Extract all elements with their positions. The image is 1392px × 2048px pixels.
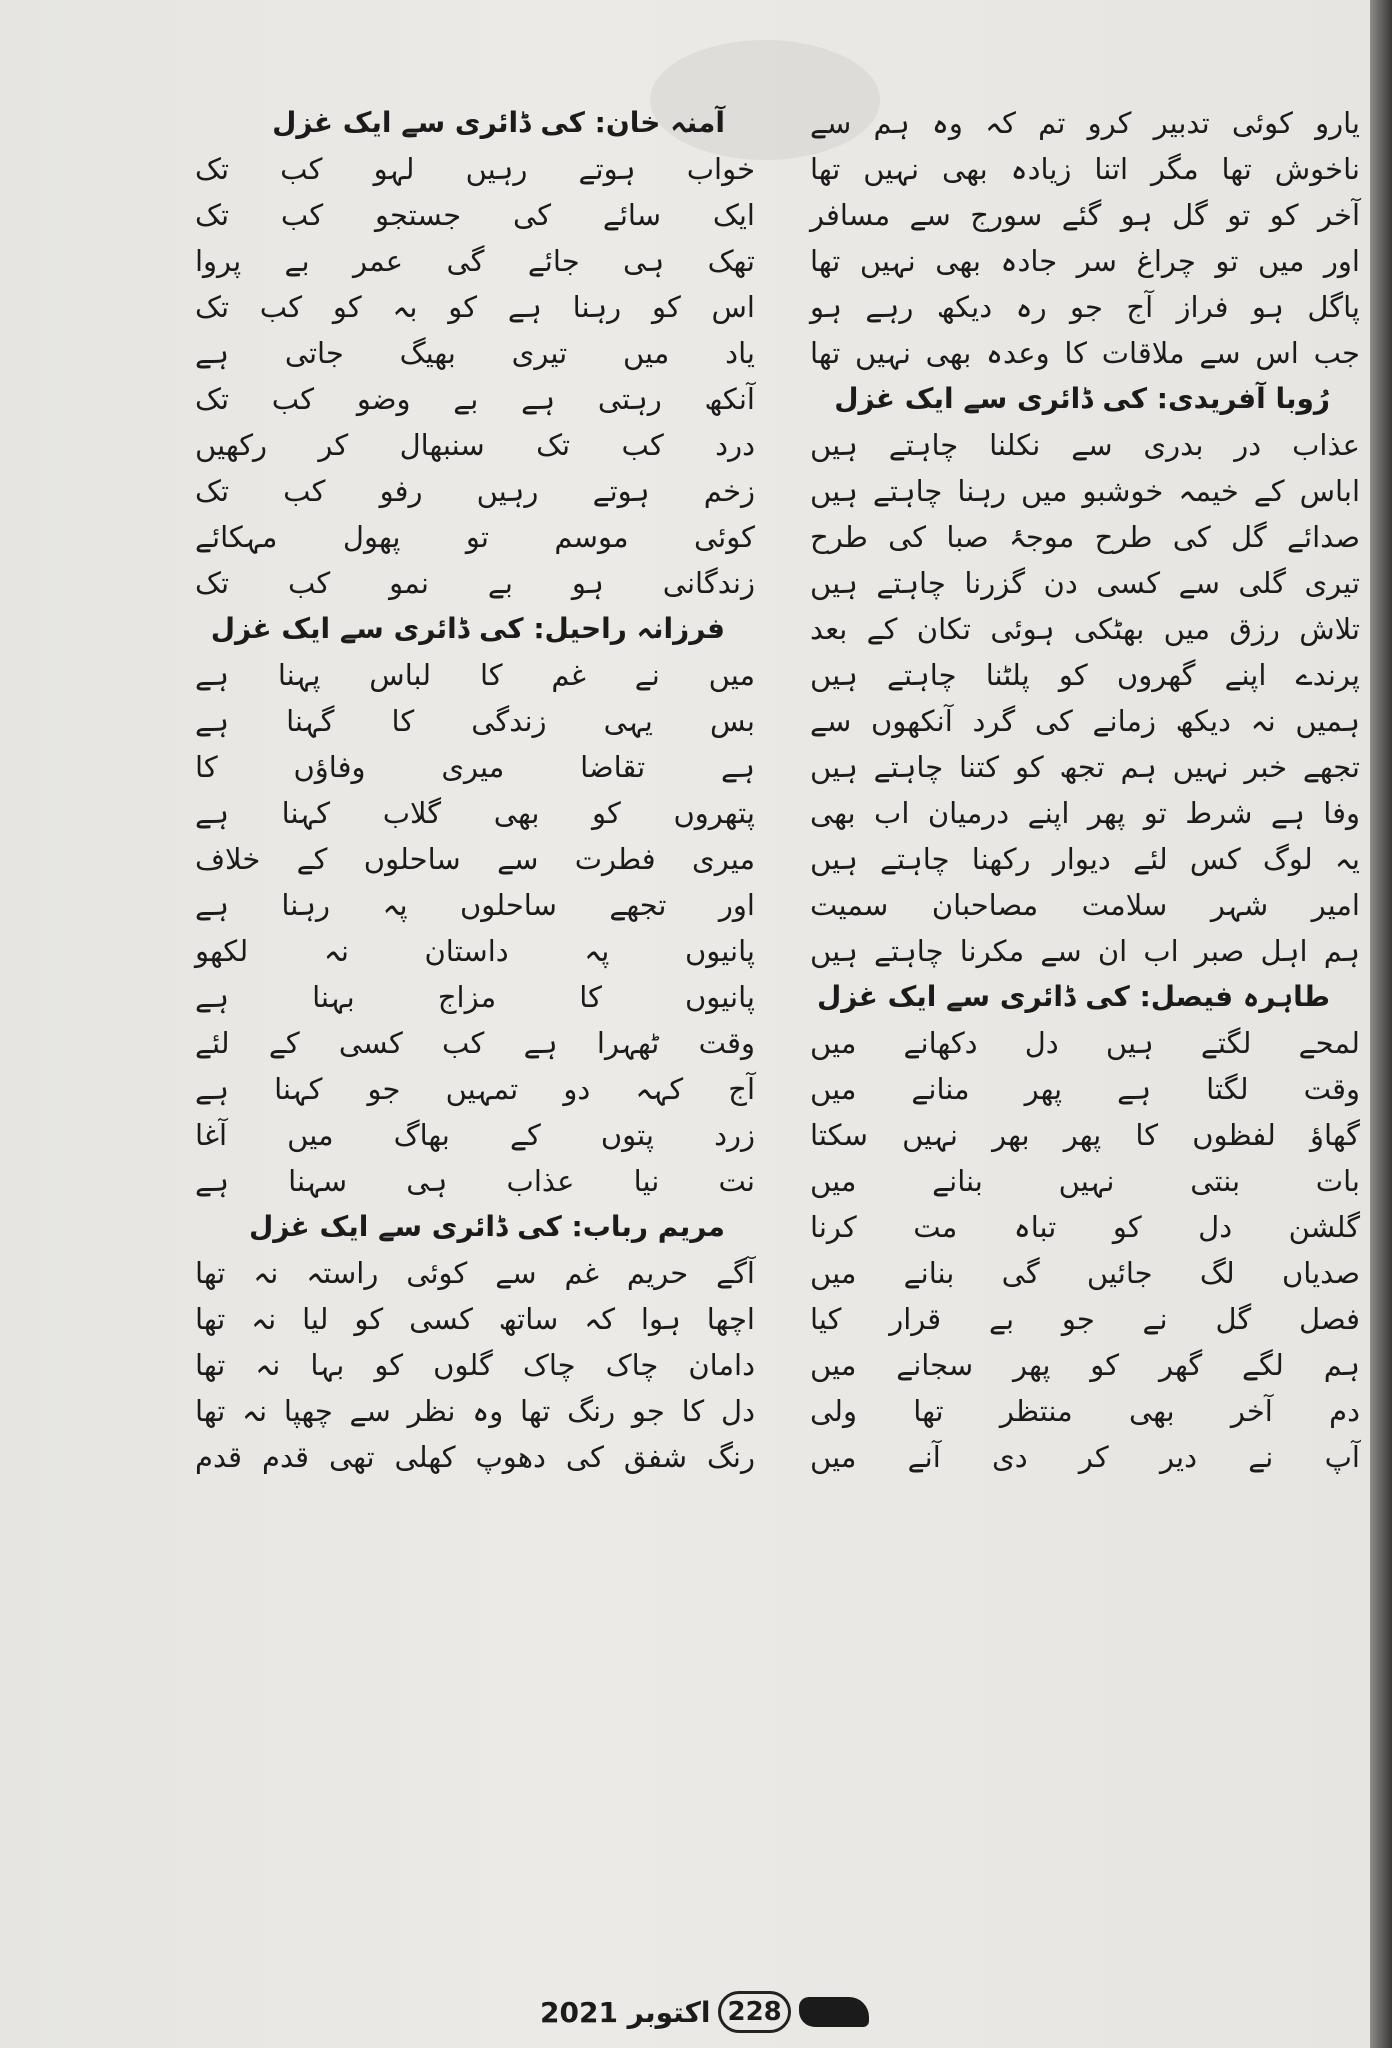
poem-line: وقت ٹھہرا ہے کب کسی کے لئے	[195, 1026, 755, 1060]
poem-line: خواب ہوتے رہیں لہو کب تک	[195, 152, 755, 186]
magazine-logo-icon	[799, 1997, 869, 2027]
poem-line: یہ لوگ کس لئے دیوار رکھنا چاہتے ہیں	[810, 842, 1360, 876]
poem-line: اور تجھے ساحلوں پہ رہنا ہے	[195, 888, 755, 922]
poem-line: جب اس سے ملاقات کا وعدہ بھی نہیں تھا	[810, 336, 1360, 370]
poem-line: پانیوں پہ داستان نہ لکھو	[195, 934, 755, 968]
poem-line: آپ نے دیر کر دی آنے میں	[810, 1440, 1360, 1474]
poem-line: زرد پتوں کے بھاگ میں آغا	[195, 1118, 755, 1152]
poem-line: اس کو رہنا ہے کو بہ کو کب تک	[195, 290, 755, 324]
poem-line: ایک سائے کی جستجو کب تک	[195, 198, 755, 232]
right-poetry-column	[810, 100, 1360, 1480]
poem-line: زخم ہوتے رہیں رفو کب تک	[195, 474, 755, 508]
poem-line: ہے تقاضا میری وفاؤں کا	[195, 750, 755, 784]
poem-line: دامان چاک چاک گلوں کو بہا نہ تھا	[195, 1348, 755, 1382]
poem-line: وقت لگتا ہے پھر منانے میں	[810, 1072, 1360, 1106]
page-edge	[1370, 0, 1392, 2048]
poem-line: صدائے گل کی طرح موجۂ صبا کی طرح	[810, 520, 1360, 554]
poem-line: آج کہہ دو تمہیں جو کہنا ہے	[195, 1072, 755, 1106]
poem-line: ہمیں نہ دیکھ زمانے کی گرد آنکھوں سے	[810, 704, 1360, 738]
ghazal-heading: رُوبا آفریدی: کی ڈائری سے ایک غزل	[834, 382, 1330, 415]
poem-line: پرندے اپنے گھروں کو پلٹنا چاہتے ہیں	[810, 658, 1360, 692]
poem-line: دل کا جو رنگ تھا وہ نظر سے چھپا نہ تھا	[195, 1394, 755, 1428]
poem-line: تھک ہی جائے گی عمر بے پروا	[195, 244, 755, 278]
poem-line: یاد میں تیری بھیگ جاتی ہے	[195, 336, 755, 370]
poem-line: نت نیا عذاب ہی سہنا ہے	[195, 1164, 755, 1198]
poem-line: اباس کے خیمہ خوشبو میں رہنا چاہتے ہیں	[810, 474, 1360, 508]
poem-line: فصل گل نے جو بے قرار کیا	[810, 1302, 1360, 1336]
ghazal-heading: طاہرہ فیصل: کی ڈائری سے ایک غزل	[817, 980, 1330, 1013]
poem-line: صدیاں لگ جائیں گی بنانے میں	[810, 1256, 1360, 1290]
poem-line: آگے حریم غم سے کوئی راستہ نہ تھا	[195, 1256, 755, 1290]
poem-line: گلشن دل کو تباہ مت کرنا	[810, 1210, 1360, 1244]
ghazal-heading: مریم رباب: کی ڈائری سے ایک غزل	[248, 1210, 725, 1243]
poem-line: درد کب تک سنبھال کر رکھیں	[195, 428, 755, 462]
page-footer	[540, 1990, 960, 2034]
poem-line: لمحے لگتے ہیں دل دکھانے میں	[810, 1026, 1360, 1060]
ghazal-heading: فرزانہ راحیل: کی ڈائری سے ایک غزل	[210, 612, 725, 645]
poem-line: پتھروں کو بھی گلاب کہنا ہے	[195, 796, 755, 830]
poem-line: زندگانی ہو بے نمو کب تک	[195, 566, 755, 600]
poem-line: بات بنتی نہیں بنانے میں	[810, 1164, 1360, 1198]
poem-line: رنگ شفق کی دھوپ کھلی تھی قدم قدم	[195, 1440, 755, 1474]
poem-line: ناخوش تھا مگر اتنا زیادہ بھی نہیں تھا	[810, 152, 1360, 186]
poem-line: آنکھ رہتی ہے بے وضو کب تک	[195, 382, 755, 416]
poem-line: وفا ہے شرط تو پھر اپنے درمیان اب بھی	[810, 796, 1360, 830]
poem-line: آخر کو تو گل ہو گئے سورج سے مسافر	[810, 198, 1360, 232]
page-number: 228	[718, 1991, 790, 2033]
poem-line: گھاؤ لفظوں کا پھر بھر نہیں سکتا	[810, 1118, 1360, 1152]
poem-line: میں نے غم کا لباس پہنا ہے	[195, 658, 755, 692]
poem-line: تیری گلی سے کسی دن گزرنا چاہتے ہیں	[810, 566, 1360, 600]
poem-line: بس یہی زندگی کا گہنا ہے	[195, 704, 755, 738]
footer-month-year: اکتوبر 2021	[540, 1995, 711, 2029]
poem-line: عذاب در بدری سے نکلنا چاہتے ہیں	[810, 428, 1360, 462]
poem-line: میری فطرت سے ساحلوں کے خلاف	[195, 842, 755, 876]
poem-line: دم آخر بھی منتظر تھا ولی	[810, 1394, 1360, 1428]
poem-line: یارو کوئی تدبیر کرو تم کہ وہ ہم سے	[810, 106, 1360, 140]
poem-line: اور میں تو چراغ سر جادہ بھی نہیں تھا	[810, 244, 1360, 278]
poem-line: اچھا ہوا کہ ساتھ کسی کو لیا نہ تھا	[195, 1302, 755, 1336]
poem-line: امیر شہر سلامت مصاحبان سمیت	[810, 888, 1360, 922]
poem-line: ہم لگے گھر کو پھر سجانے میں	[810, 1348, 1360, 1382]
poem-line: تلاش رزق میں بھٹکی ہوئی تکان کے بعد	[810, 612, 1360, 646]
poem-line: پانیوں کا مزاج بہنا ہے	[195, 980, 755, 1014]
poem-line: ہم اہل صبر اب ان سے مکرنا چاہتے ہیں	[810, 934, 1360, 968]
poem-line: کوئی موسم تو پھول مہکائے	[195, 520, 755, 554]
poem-line: پاگل ہو فراز آج جو رہ دیکھ رہے ہو	[810, 290, 1360, 324]
left-poetry-column	[195, 100, 755, 1480]
ghazal-heading: آمنہ خان: کی ڈائری سے ایک غزل	[272, 106, 725, 139]
poem-line: تجھے خبر نہیں ہم تجھ کو کتنا چاہتے ہیں	[810, 750, 1360, 784]
